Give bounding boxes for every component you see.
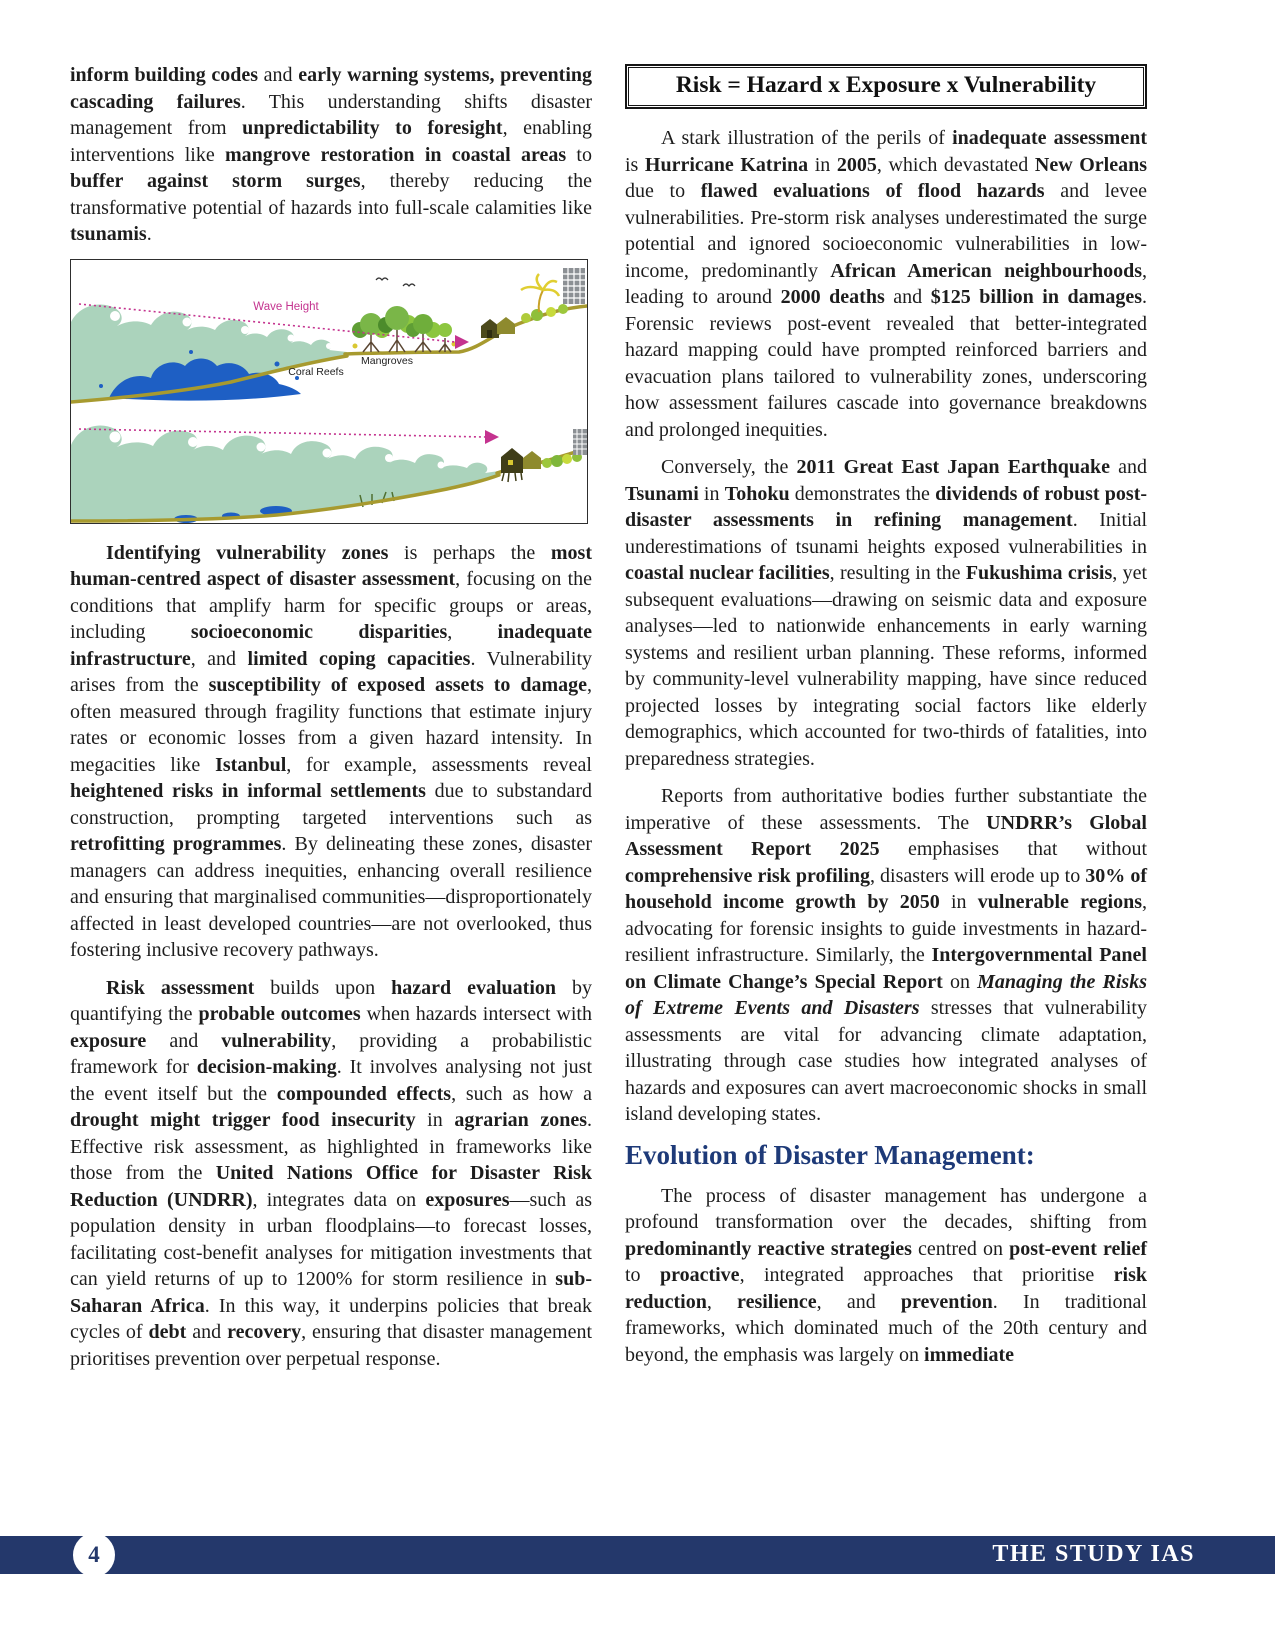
- page-number-badge: [73, 1533, 115, 1577]
- mangrove-trees: [352, 306, 457, 352]
- building: [573, 429, 587, 455]
- paragraph: Risk assessment builds upon hazard evaluation by quantifying the probable outcomes when hazards intersect with exposure and vulnerability, providing a probabilistic framework for decision-making. It involves analysing not just the event itself but the compounded effects, such as how a drought might trigger food insecurity in agrarian zones. Effective risk assessment, as highlighted in frameworks like those from the United Nations Office for Disaster Risk Reduction (UNDRR), integrates data on exposures—such as population density in urban floodplains—to forecast losses, facilitating cost-benefit analyses for mitigation investments that can yield returns of up to 1200% for storm resilience in sub-Saharan Africa. In this way, it underpins policies that break cycles of debt and recovery, ensuring that disaster management prioritises prevention over perpetual response.: [70, 976, 593, 1370]
- left-column: [70, 62, 592, 1383]
- paragraph: A stark illustration of the perils of inadequate assessment is Hurricane Katrina in 2005, which devastated New Orleans due to flawed evaluations of flood hazards and levee vulnerabilities. Pre-storm risk analyses underestimated the surge potential and ignored socioeconomic vulnerabilities in low-income, predominantly African American neighbourhoods, leading to around 2000 deaths and $125 billion in damages. Forensic reviews post-event revealed that better-integrated hazard mapping could have prompted reinforced barriers and evacuation plans tailored to vulnerability zones, underscoring how assessment failures cascade into governance breakdowns and prolonged inequities.: [625, 127, 1147, 441]
- risk-formula-text: Risk = Hazard x Exposure x Vulnerability: [675, 72, 1097, 98]
- figure-graphic: [71, 260, 587, 523]
- village-houses: [481, 317, 515, 338]
- sea-shape: [71, 425, 499, 520]
- wave-height-label: Wave Height: [253, 300, 319, 313]
- paragraph: Reports from authoritative bodies further substantiate the imperative of these assessments. The UNDRR’s Global Assessment Report 2025 emphasises that without comprehensive risk profiling, disasters will erode up to 30% of household income growth by 2050 in vulnerable regions, advocating for forensic insights to guide investments in hazard-resilient infrastructure. Similarly, the Intergovernmental Panel on Climate Change’s Special Report on Managing the Risks of Extreme Events and Disasters stresses that vulnerability assessments are vital for advancing climate adaptation, illustrating through case studies how integrated analyses of hazards and exposures can avert macroeconomic shocks in small island developing states.: [625, 785, 1148, 1126]
- village-houses: [501, 448, 541, 482]
- paragraph: Identifying vulnerability zones is perhaps the most human-centred aspect of disaster assessment, focusing on the conditions that amplify harm for specific groups or areas, including socioeconomic disparities, inadequate infrastructure, and limited coping capacities. Vulnerability arises from the susceptibility of exposed assets to damage, often measured through fragility functions that estimate injury rates or economic losses from a given hazard intensity. In megacities like Istanbul, for example, assessments reveal heightened risks in informal settlements due to substandard construction, prompting targeted interventions such as retrofitting programmes. By delineating these zones, disaster managers can address inequities, enhancing overall resilience and ensuring that marginalised communities—disproportionately affected in least developed countries—are not overlooked, thus fostering inclusive recovery pathways.: [70, 541, 593, 961]
- brand-text: THE STUDY IAS: [992, 1541, 1195, 1567]
- paragraph: Conversely, the 2011 Great East Japan Earthquake and Tsunami in Tohoku demonstrates the dividends of robust post-disaster assessments in refining management. Initial underestimations of tsunami heights exposed vulnerabilities in coastal nuclear facilities, resulting in the Fukushima crisis, yet subsequent evaluations—drawing on seismic data and exposure analyses—led to nationwide enhancements in early warning systems and resilient urban planning. These reforms, informed by community-level vulnerability mapping, have since reduced projected losses by integrating social factors like elderly demographics, which accounted for two-thirds of fatalities, into preparedness strategies.: [625, 456, 1148, 770]
- panel-without-protection: [71, 425, 587, 522]
- footer-bar: [0, 1536, 1275, 1574]
- section-heading: Evolution of Disaster Management:: [625, 1139, 1035, 1170]
- panel-with-protection: [71, 268, 587, 402]
- page-number: 4: [88, 1542, 100, 1567]
- coastal-protection-figure: [70, 259, 588, 524]
- risk-formula-box: [625, 64, 1147, 109]
- paragraph: The process of disaster management has undergone a profound transformation over the decades, shifting from predominantly reactive strategies centred on post-event relief to proactive, integrated approaches that prioritise risk reduction, resilience, and prevention. In traditional frameworks, which dominated much of the 20th century and beyond, the emphasis was largely on immediate: [625, 1184, 1147, 1366]
- building: [563, 268, 585, 304]
- birds: [376, 278, 415, 286]
- coral-reefs-label: Coral Reefs: [288, 365, 344, 378]
- right-column: [625, 62, 1147, 1379]
- mangroves-label: Mangroves: [361, 354, 413, 367]
- wave-height-arrow: [79, 429, 499, 444]
- paragraph: inform building codes and early warning systems, preventing cascading failures. This understanding shifts disaster management from unpredictability to foresight, enabling interventions like mangrove restoration in coastal areas to buffer against storm surges, thereby reducing the transformative potential of hazards into full-scale calamities like tsunamis.: [70, 64, 592, 245]
